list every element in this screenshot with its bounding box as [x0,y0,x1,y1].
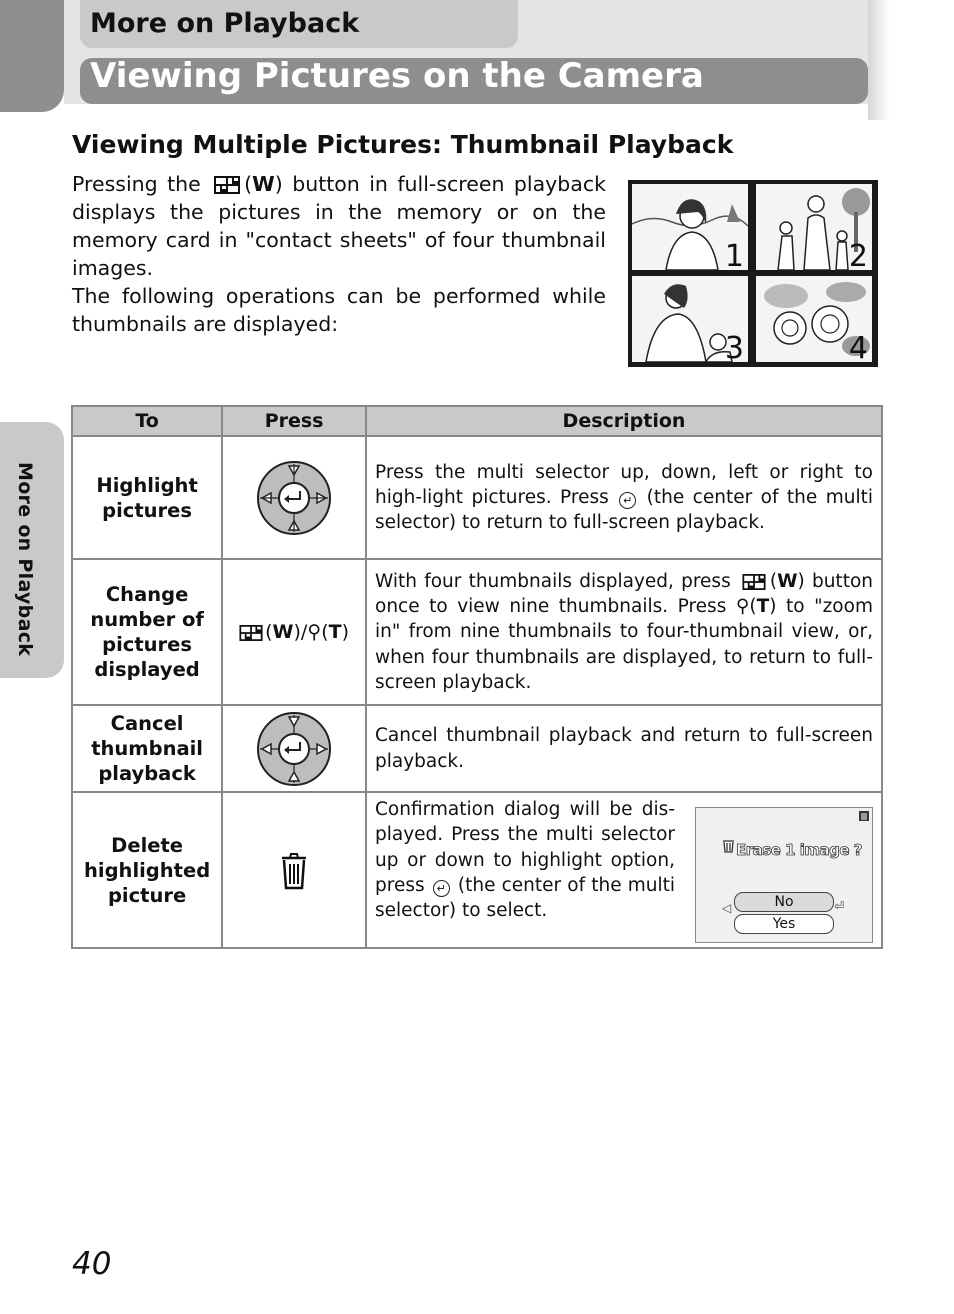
desc-text-c: to "zoom in" from nine thumbnails to four-thumbnail view, or, when four thumbnails are displayed, to return to full-screen playback. [375,596,873,693]
desc-key-w: W [777,570,798,592]
row-action: Cancel thumbnail playback [72,705,222,792]
press-key-t: T [328,621,342,643]
multi-selector-icon [256,711,332,787]
thumbnail-sheet-illustration [628,180,878,367]
desc-text-a: Press the multi selector up, down, left or right to high-light pictures. Press [375,461,873,508]
row-press [222,792,366,948]
side-tab-label: More on Playback [14,462,36,657]
thumbnail-number: 1 [724,239,744,270]
thumbnail-2 [756,184,872,270]
intro-paragraph-1: Pressing the (W) button in full-screen playback displays the pictures in the memory or on the memory card in "contact sheets" of four thumbnail images. [72,172,606,280]
press-keys: (W)/⚲(T) [239,621,349,643]
thumbnail-1 [632,184,748,270]
press-key-w: W [272,621,294,643]
multi-selector-icon [256,460,332,536]
desc-key-t: T [756,596,770,618]
table-header-row [72,406,882,436]
desc-text-b: (the center of the multi selector) to select. [375,874,675,922]
intro-text-b: button in full-screen playback displays the pictures in the memory or on the memory card in "contact sheets" of four thumbnail images. [72,172,606,280]
intro-key-w: W [252,172,275,196]
subheading: Viewing Multiple Pictures: Thumbnail Playback [72,130,734,159]
selection-arrow-icon: ◁ [722,901,732,915]
row-description [366,436,882,559]
thumbnail-number: 2 [848,239,868,270]
row-action: Delete highlighted picture [72,792,222,948]
desc-text-a: Confirmation dialog will be dis-played. Press the multi selector up or down to highlight option, press [375,799,675,896]
intro-text [72,170,606,338]
thumbnail-button-icon [742,574,766,590]
table-row [72,792,882,948]
section-title: More on Playback [90,8,360,39]
row-action: Highlight pictures [72,436,222,559]
operations-table [71,405,883,949]
ok-center-icon: ↵ [619,492,636,509]
ok-small-icon: ⏎ [834,899,845,913]
page-title: Viewing Pictures on the Camera [90,56,704,96]
intro-paragraph-2: The following operations can be performed while thumbnails are displayed: [72,284,606,336]
thumbnail-number: 4 [848,331,868,362]
desc-text-b: (the center of the multi selector) to return to full-screen playback. [375,486,873,534]
dialog-trash-icon [722,838,735,853]
row-press [222,559,366,705]
dialog-question: Erase 1 image ? [736,841,862,859]
column-header-to: To [72,406,222,436]
desc-text-b: button once to view nine thumbnails. Press [375,570,873,618]
page-number: 40 [72,1246,112,1282]
thumbnail-button-icon [214,176,240,194]
row-description [366,792,882,948]
delete-description-wrap [375,797,873,943]
row-description: With four thumbnails displayed, press (W) button once to view nine thumbnails. Press ⚲(T) to "zoom in" from nine thumbnails to four-thumbnail view, or, when four thumbnails are displayed, to return to full-screen playback. [366,559,882,705]
header-shadow [868,0,890,120]
trash-small-icon [858,810,870,822]
column-header-press: Press [222,406,366,436]
thumbnail-3 [632,276,748,362]
table-row [72,705,882,792]
delete-description-text [375,797,675,943]
dialog-option-yes[interactable]: Yes [734,914,834,934]
row-action: Change number of pictures displayed [72,559,222,705]
erase-confirmation-dialog [695,807,873,943]
zoom-icon: ⚲ [735,596,750,618]
thumbnail-number: 3 [724,331,744,362]
dialog-option-no[interactable]: No [734,892,834,912]
row-description: Cancel thumbnail playback and return to full-screen playback. [366,705,882,792]
column-header-description: Description [366,406,882,436]
ok-center-icon: ↵ [433,880,450,897]
row-press [222,705,366,792]
intro-text-a: Pressing the [72,172,201,196]
trash-icon [278,850,310,890]
corner-tab [0,0,64,112]
row-press [222,436,366,559]
thumbnail-button-icon [239,625,263,641]
thumbnail-4 [756,276,872,362]
desc-text-a: With four thumbnails displayed, press [375,570,731,592]
table-row [72,436,882,559]
table-row [72,559,882,705]
zoom-icon: ⚲ [307,621,322,643]
